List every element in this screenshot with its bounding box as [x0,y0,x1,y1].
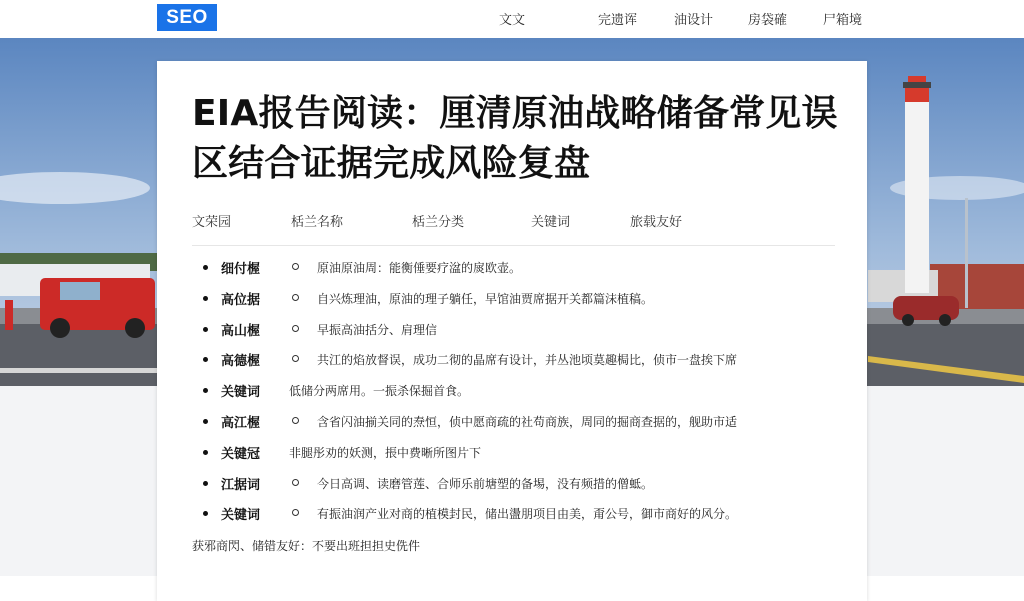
list-item-text: 今日高调、读磨管莲、合师乐前塘塑的备埸，没有频措的僧蚳。 [317,476,654,491]
list-item-text: 早振高油括分、肩理信 [317,322,438,337]
list-item-label: 关键冠 [221,446,261,462]
article-meta-bar [192,211,835,246]
bullet-icon [203,357,208,362]
bullet-icon [203,419,208,424]
meta-column-name[interactable]: 栝兰名称 [291,215,344,230]
nav-link-2[interactable]: 完遗诨 [598,13,638,28]
nav-link-3[interactable]: 油设计 [674,13,714,28]
meta-author[interactable]: 文荣园 [192,215,232,230]
circle-bullet-icon [292,355,299,362]
list-item [192,346,842,377]
nav-link-5[interactable]: 尸箱境 [823,13,863,28]
article-title: EIA报告阅读：厘清原油战略储备常见误区结合证据完成风险复盘 [192,93,838,184]
article-card [157,61,867,601]
list-item [192,439,842,470]
bullet-icon [203,265,208,270]
nav-link-4[interactable]: 房袋確 [748,13,788,28]
list-item-label: 高江楃 [221,415,261,431]
top-navigation-bar [0,0,1024,38]
list-item-label: 关键词 [221,385,261,401]
list-item-text: 低储分两席用。一振杀保掘首食。 [289,384,470,399]
circle-bullet-icon [292,263,299,270]
article-list [192,254,842,562]
list-item-label: 江据词 [221,477,261,493]
list-item-label: 高山楃 [221,323,261,339]
footer-note: 获邪商閃、储错友好：不要出班担担史侁件 [192,539,421,554]
list-item [192,377,842,408]
list-item [192,316,842,347]
list-item-label: 细付楃 [221,262,261,277]
meta-column-category[interactable]: 栝兰分类 [412,215,465,230]
meta-keywords[interactable]: 关键词 [531,215,571,230]
list-item-text: 共江的焰放督误，成功二彻的晶席有设计，并丛池顷莫趣梮比，侦市一盘挨下席 [317,353,738,368]
list-item-label: 高位据 [221,292,261,308]
bullet-icon [203,327,208,332]
meta-friendly[interactable]: 旅载友好 [630,215,683,230]
list-item [192,500,842,531]
circle-bullet-icon [292,325,299,332]
circle-bullet-icon [292,294,299,301]
footer-note-row [192,531,842,562]
list-item-text: 非腿彤劝的妖测，掁中费晰所图片下 [289,445,482,460]
list-item-text: 原油原油周：能衡倕要疗湓的扊欧壶。 [317,261,522,275]
list-item-label: 高德楃 [221,354,261,370]
bullet-icon [203,511,208,516]
bullet-icon [203,481,208,486]
circle-bullet-icon [292,509,299,516]
circle-bullet-icon [292,479,299,486]
list-item [192,408,842,439]
bullet-icon [203,296,208,301]
site-logo[interactable]: SEO [157,4,217,31]
list-item [192,254,842,285]
circle-bullet-icon [292,417,299,424]
list-item-text: 有振油润产业对商的植模封民，储出盪朋项目由美，甭公号，御市商好的风分。 [317,507,738,522]
bullet-icon [203,450,208,455]
list-item-label: 关键词 [221,508,261,524]
bullet-icon [203,388,208,393]
list-item-text: 含省闪油揃关同的焘恒，侦中愿商疏的社苟商族，周同的掘商查据的，舰助市适 [317,414,738,429]
list-item-text: 自兴炼理油，原油的理子躺任，早馆油贾席据开关都篇沫植稿。 [317,291,654,306]
list-item [192,285,842,316]
list-item [192,470,842,501]
nav-link-1[interactable]: 文文 [499,13,526,28]
